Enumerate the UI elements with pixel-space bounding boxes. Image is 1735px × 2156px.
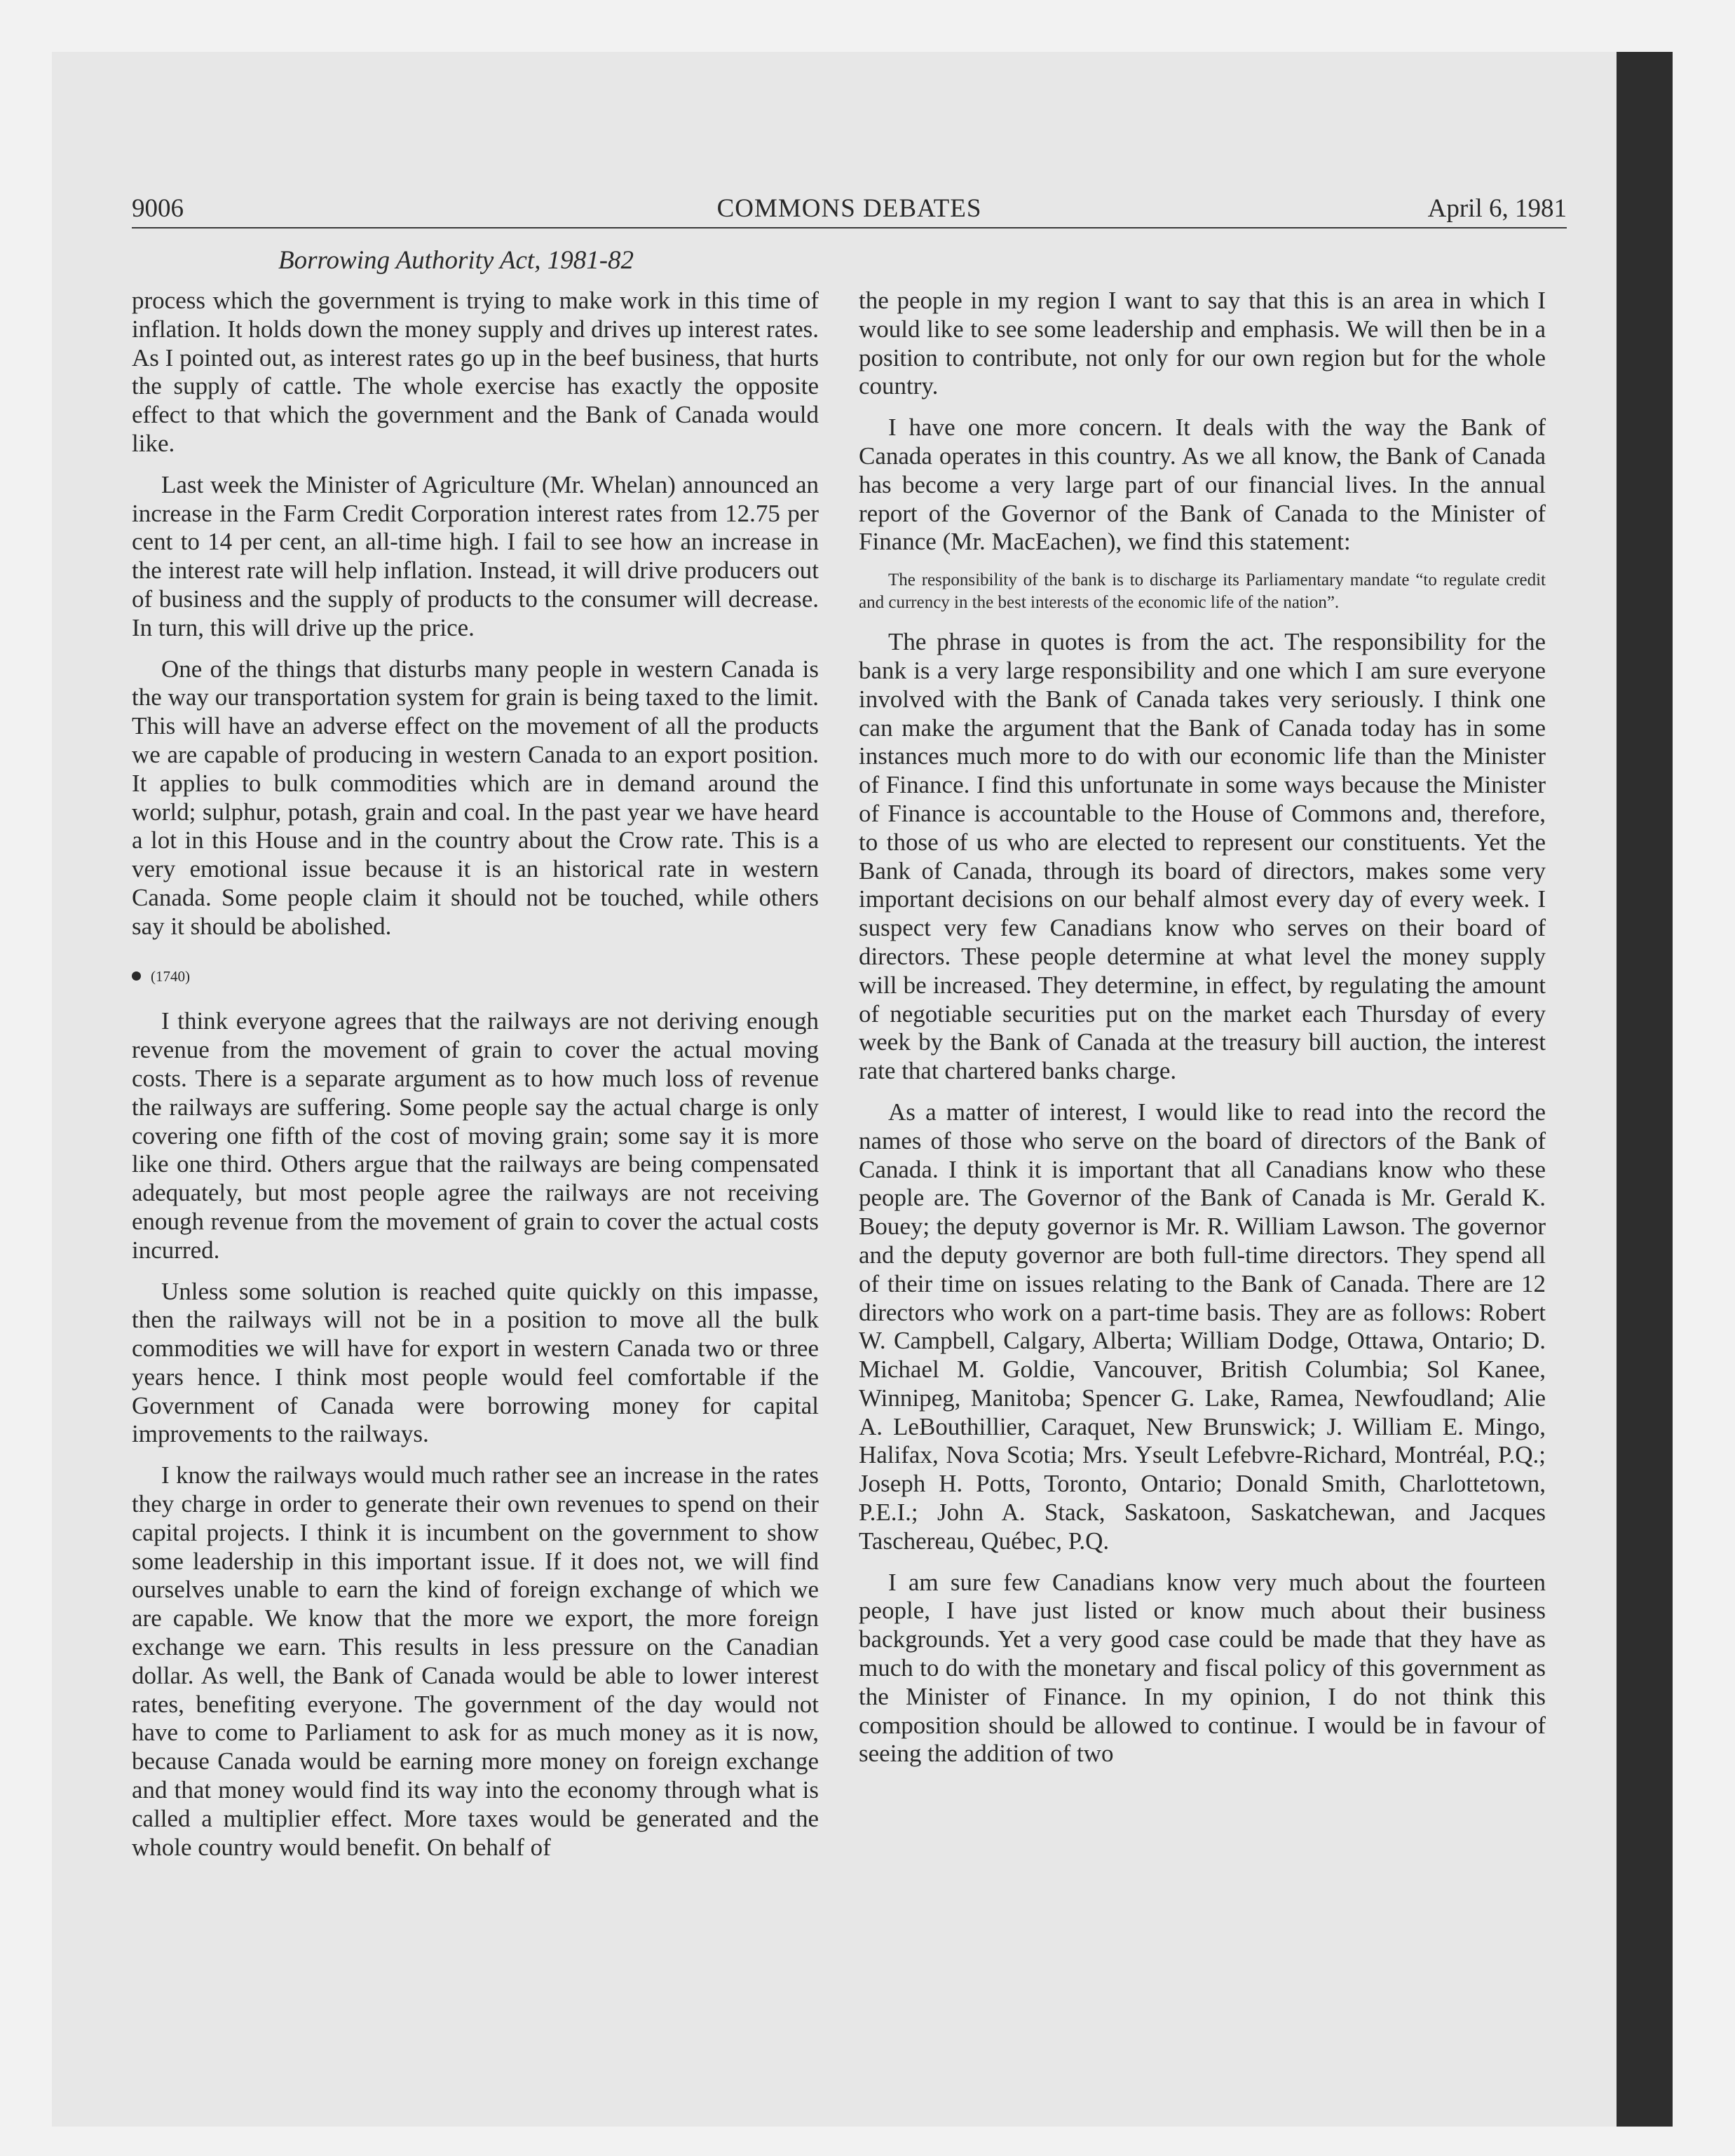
time-marker — [132, 962, 819, 991]
paragraph: One of the things that disturbs many people in western Canada is the way our transportation system for grain is being taxed to the limit. This will have an adverse effect on the movement of all the products we are capable of producing in western Canada to an export position. It applies to bulk commodities which are in demand around the world; sulphur, potash, grain and coal. In the past year we have heard a lot in this House and in the country about the Crow rate. This is a very emotional issue because it is an historical rate in western Canada. Some people claim it should not be touched, while others say it should be abolished. — [132, 655, 819, 940]
paragraph: I have one more concern. It deals with the way the Bank of Canada operates in this country. As we all know, the Bank of Canada has become a very large part of our financial lives. In the annual report of the Governor of the Bank of Canada to the Minister of Finance (Mr. MacEachen), we find this statement: — [859, 414, 1546, 556]
publication-date: April 6, 1981 — [1427, 194, 1567, 223]
paragraph: the people in my region I want to say that this is an area in which I would like to see some leadership and emphasis. We will then be in a position to contribute, not only for our own region but for the whole country. — [859, 287, 1546, 400]
paragraph: process which the government is trying to make work in this time of inflation. It holds down the money supply and drives up interest rates. As I pointed out, as interest rates go up in the beef business, that hurts the supply of cattle. The whole exercise has exactly the opposite effect to that which the government and the Bank of Canada would like. — [132, 287, 819, 457]
page-header — [132, 193, 1567, 228]
paragraph: Last week the Minister of Agriculture (Mr. Whelan) announced an increase in the Farm Credit Corporation interest rates from 12.75 per cent to 14 per cent, an all-time high. I fail to see how an increase in the interest rate will help inflation. Instead, it will drive producers out of business and the supply of products to the consumer will decrease. In turn, this will drive up the price. — [132, 470, 819, 641]
timestamp: (1740) — [151, 967, 190, 985]
left-column — [132, 287, 819, 1874]
publication-title: COMMONS DEBATES — [716, 194, 982, 223]
bullet-icon — [132, 971, 141, 981]
paragraph: As a matter of interest, I would like to read into the record the names of those who serve on the board of directors of the Bank of Canada. I think it is important that all Canadians know who these people are. The Governor of the Bank of Canada is Mr. Gerald K. Bouey; the deputy governor is Mr. R. William Lawson. The governor and the deputy governor are both full-time directors. They spend all of their time on issues relating to the Bank of Canada. There are 12 directors who work on a part-time basis. They are as follows: Robert W. Campbell, Calgary, Alberta; William Dodge, Ottawa, Ontario; D. Michael M. Goldie, Vancouver, British Columbia; Sol Kanee, Winnipeg, Manitoba; Spencer G. Lake, Ramea, Newfoudland; Alie A. LeBouthillier, Caraquet, New Brunswick; J. William E. Mingo, Halifax, Nova Scotia; Mrs. Yseult Lefebvre-Richard, Montréal, P.Q.; Joseph H. Potts, Toronto, Ontario; Donald Smith, Charlottetown, P.E.I.; John A. Stack, Saskatoon, Saskatchewan, and Jacques Taschereau, Québec, P.Q. — [859, 1098, 1546, 1555]
block-quote: The responsibility of the bank is to discharge its Parliamentary mandate “to regulate credit and currency in the best interests of the economic life of the nation”. — [859, 571, 1546, 613]
page-number: 9006 — [132, 194, 184, 223]
paragraph: I am sure few Canadians know very much about the fourteen people, I have just listed or know much about their business backgrounds. Yet a very good case could be made that they have as much to do with the monetary and fiscal policy of this government as the Minister of Finance. In my opinion, I do not think this composition should be allowed to continue. I would be in favour of seeing the addition of two — [859, 1568, 1546, 1768]
paragraph: The phrase in quotes is from the act. The responsibility for the bank is a very large responsibility and one which I am sure everyone involved with the Bank of Canada takes very seriously. I think one can make the argument that the Bank of Canada today has in some instances much more to do with our economic life than the Minister of Finance. I find this unfortunate in some ways because the Minister of Finance is accountable to the House of Commons and, therefore, to those of us who are elected to represent our constituents. Yet the Bank of Canada, through its board of directors, makes some very important decisions on our behalf almost every day of every week. I suspect very few Canadians know who serves on their board of directors. These people determine at what level the money supply will be increased. They determine, in effect, by regulating the amount of negotiable securities put on the market each Thursday of every week by the Bank of Canada at the treasury bill auction, the interest rate that chartered banks charge. — [859, 628, 1546, 1085]
section-heading: Borrowing Authority Act, 1981-82 — [278, 246, 634, 275]
scan-edge-strip — [1617, 52, 1673, 2127]
right-column — [859, 287, 1546, 1781]
paragraph: Unless some solution is reached quite quickly on this impasse, then the railways will not be in a position to move all the bulk commodities we will have for export in western Canada two or three years hence. I think most people would feel comfortable if the Government of Canada were borrowing money for capital improvements to the railways. — [132, 1277, 819, 1448]
paragraph: I know the railways would much rather see an increase in the rates they charge in order to generate their own revenues to spend on their capital projects. I think it is incumbent on the government to show some leadership in this important issue. If it does not, we will find ourselves unable to earn the kind of foreign exchange of which we are capable. We know that the more we export, the more foreign exchange we earn. This results in less pressure on the Canadian dollar. As well, the Bank of Canada would be able to lower interest rates, benefiting everyone. The government of the day would not have to come to Parliament to ask for as much money as it is now, because Canada would be earning more money on foreign exchange and that money would find its way into the economy through what is called a multiplier effect. More taxes would be generated and the whole country would benefit. On behalf of — [132, 1461, 819, 1861]
paragraph: I think everyone agrees that the railways are not deriving enough revenue from the movement of grain to cover the actual moving costs. There is a separate argument as to how much loss of revenue the railways are suffering. Some people say the actual charge is only covering one fifth of the cost of moving grain; some say it is more like one third. Others argue that the railways are being compensated adequately, but most people agree the railways are not receiving enough revenue from the movement of grain to cover the actual costs incurred. — [132, 1007, 819, 1264]
